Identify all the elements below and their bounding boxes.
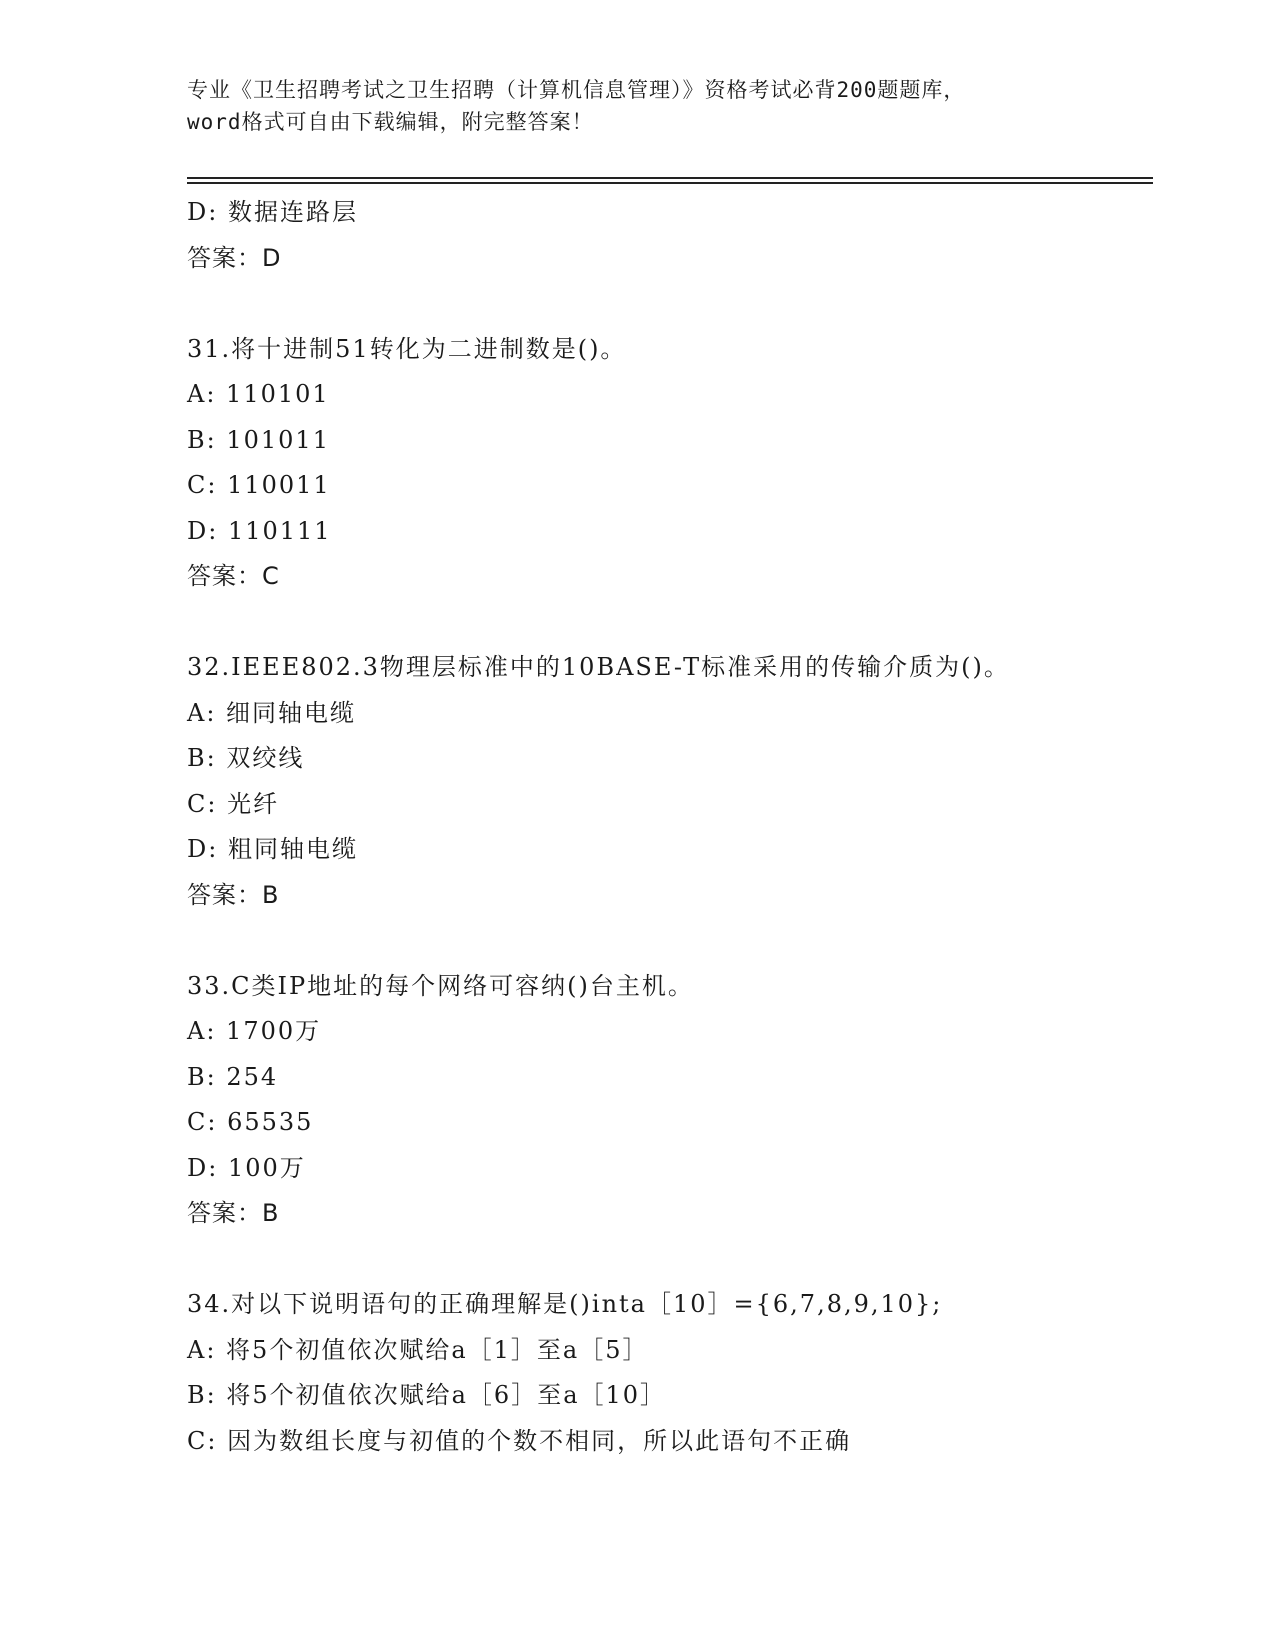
q32-answer: 答案：B [187, 880, 280, 909]
q31-option-b: B: 101011 [187, 425, 330, 454]
header-line-2: word格式可自由下载编辑，附完整答案！ [187, 110, 594, 134]
q31-question: 31.将十进制51转化为二进制数是()。 [187, 334, 627, 363]
q33-option-d: D: 100万 [187, 1153, 306, 1182]
header-divider-top [187, 177, 1153, 179]
prev-option-d: D: 数据连路层 [187, 198, 358, 226]
q33-question: 33.C类IP地址的每个网络可容纳()台主机。 [187, 971, 694, 1000]
q32-question: 32.IEEE802.3物理层标准中的10BASE-T标准采用的传输介质为()。 [187, 653, 1010, 681]
q33-option-a: A: 1700万 [187, 1017, 322, 1045]
question-list [187, 190, 1153, 1464]
q31-option-d: D: 110111 [187, 516, 332, 545]
q33-answer: 答案：B [187, 1199, 280, 1227]
q31-option-c: C: 110011 [187, 471, 331, 499]
q32-option-a: A: 细同轴电缆 [187, 698, 357, 727]
spacer [187, 281, 1153, 327]
document-header [187, 74, 1087, 138]
q32-option-c: C: 光纤 [187, 789, 280, 818]
q34-option-c: C: 因为数组长度与初值的个数不相同，所以此语句不正确 [187, 1426, 852, 1455]
header-divider-bottom [187, 182, 1153, 184]
q33-option-b: B: 254 [187, 1062, 279, 1091]
q34-option-a: A: 将5个初值依次赋给a［1］至a［5］ [187, 1335, 649, 1364]
spacer [187, 600, 1153, 646]
q33-option-c: C: 65535 [187, 1108, 314, 1136]
header-line-1: 专业《卫生招聘考试之卫生招聘（计算机信息管理）》资格考试必背200题题库， [187, 78, 966, 102]
q31-option-a: A: 110101 [187, 380, 330, 408]
q31-answer: 答案：C [187, 562, 280, 590]
spacer [187, 1237, 1153, 1283]
q34-option-b: B: 将5个初值依次赋给a［6］至a［10］ [187, 1381, 667, 1409]
q32-option-b: B: 双绞线 [187, 744, 305, 772]
spacer [187, 918, 1153, 964]
prev-answer: 答案：D [187, 243, 282, 272]
q34-question: 34.对以下说明语句的正确理解是()inta［10］={6,7,8,9,10}; [187, 1290, 943, 1318]
q32-option-d: D: 粗同轴电缆 [187, 835, 358, 863]
